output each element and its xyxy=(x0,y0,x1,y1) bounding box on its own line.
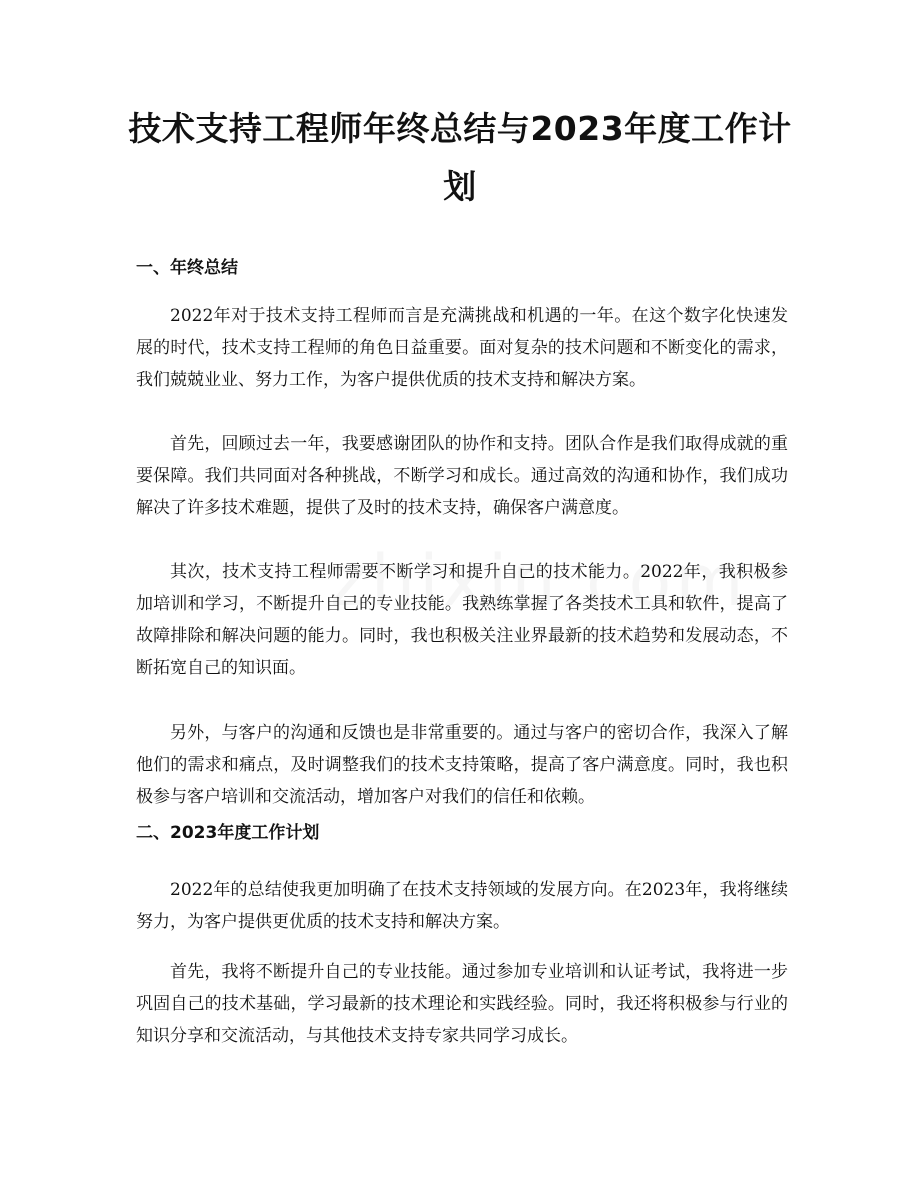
section-heading-summary: 一、年终总结 xyxy=(136,258,238,278)
summary-paragraph-2: 首先，回顾过去一年，我要感谢团队的协作和支持。团队合作是我们取得成就的重要保障。我们共同面对各种挑战，不断学习和成长。通过高效的沟通和协作，我们成功解决了许多技术难题，提供了及时的技术支持，确保客户满意度。 xyxy=(136,434,788,518)
summary-paragraph-1: 2022年对于技术支持工程师而言是充满挑战和机遇的一年。在这个数字化快速发展的时代，技术支持工程师的角色日益重要。面对复杂的技术问题和不断变化的需求，我们兢兢业业、努力工作，为客户提供优质的技术支持和解决方案。 xyxy=(136,306,788,390)
plan-paragraph-2: 首先，我将不断提升自己的专业技能。通过参加专业培训和认证考试，我将进一步巩固自己的技术基础，学习最新的技术理论和实践经验。同时，我还将积极参与行业的知识分享和交流活动，与其他技术支持专家共同学习成长。 xyxy=(136,962,788,1046)
summary-paragraph-4: 另外，与客户的沟通和反馈也是非常重要的。通过与客户的密切合作，我深入了解他们的需求和痛点，及时调整我们的技术支持策略，提高了客户满意度。同时，我也积极参与客户培训和交流活动，增加客户对我们的信任和依赖。 xyxy=(136,723,788,807)
section-heading-plan: 二、2023年度工作计划 xyxy=(136,823,320,843)
page-title: 技术支持工程师年终总结与2023年度工作计划 xyxy=(128,109,792,206)
plan-paragraph-1: 2022年的总结使我更加明确了在技术支持领域的发展方向。在2023年，我将继续努力，为客户提供更优质的技术支持和解决方案。 xyxy=(136,880,788,932)
summary-paragraph-3: 其次，技术支持工程师需要不断学习和提升自己的技术能力。2022年，我积极参加培训和学习，不断提升自己的专业技能。我熟练掌握了各类技术工具和软件，提高了故障排除和解决问题的能力。同时，我也积极关注业界最新的技术趋势和发展动态，不断拓宽自己的知识面。 xyxy=(136,562,788,678)
